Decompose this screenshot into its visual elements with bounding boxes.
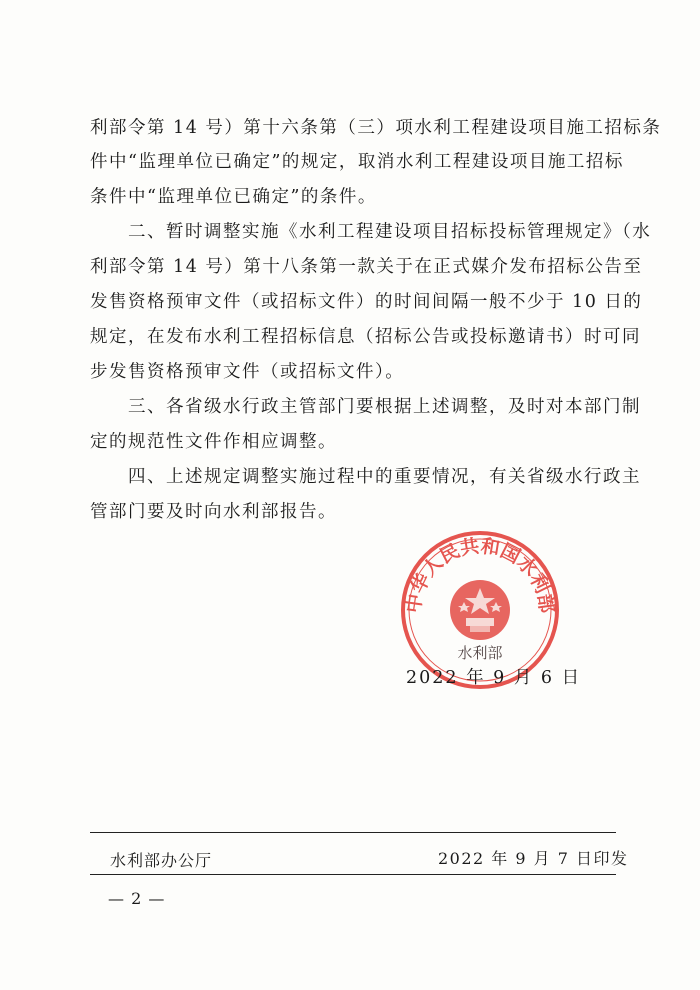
- footer-bottom-rule: [90, 874, 616, 875]
- body-line: 利部令第 14 号）第十六条第（三）项水利工程建设项目施工招标条: [90, 118, 662, 138]
- signature-date: 2022 年 9 月 6 日: [406, 668, 582, 688]
- footer-issuer: 水利部办公厅: [110, 851, 213, 870]
- page-number: — 2 —: [108, 889, 166, 908]
- body-line: 条件中“监理单位已确定”的条件。: [90, 187, 377, 207]
- body-line: 利部令第 14 号）第十八条第一款关于在正式媒介发布招标公告至: [90, 257, 643, 277]
- body-line: 发售资格预审文件（或招标文件）的时间间隔一般不少于 10 日的: [90, 292, 643, 312]
- footer-print-date: 2022 年 9 月 7 日印发: [438, 849, 629, 868]
- body-line: 规定，在发布水利工程招标信息（招标公告或投标邀请书）时可同: [90, 327, 641, 347]
- body-line: 管部门要及时向水利部报告。: [90, 502, 337, 522]
- seal-bottom-text: 水利部: [457, 644, 503, 662]
- body-line: 步发售资格预审文件（或招标文件）。: [90, 362, 405, 382]
- body-line: 四、上述规定调整实施过程中的重要情况，有关省级水行政主: [90, 467, 641, 487]
- body-line: 定的规范性文件作相应调整。: [90, 432, 337, 452]
- seal-arc-text: 中华人民共和国水利部: [402, 535, 558, 615]
- body-line: 二、暂时调整实施《水利工程建设项目招标投标管理规定》（水: [90, 222, 652, 242]
- footer-top-rule: [90, 832, 616, 833]
- body-line: 三、各省级水行政主管部门要根据上述调整，及时对本部门制: [90, 397, 641, 417]
- body-line: 件中“监理单位已确定”的规定，取消水利工程建设项目施工招标: [90, 152, 624, 172]
- national-emblem-icon: [450, 580, 510, 640]
